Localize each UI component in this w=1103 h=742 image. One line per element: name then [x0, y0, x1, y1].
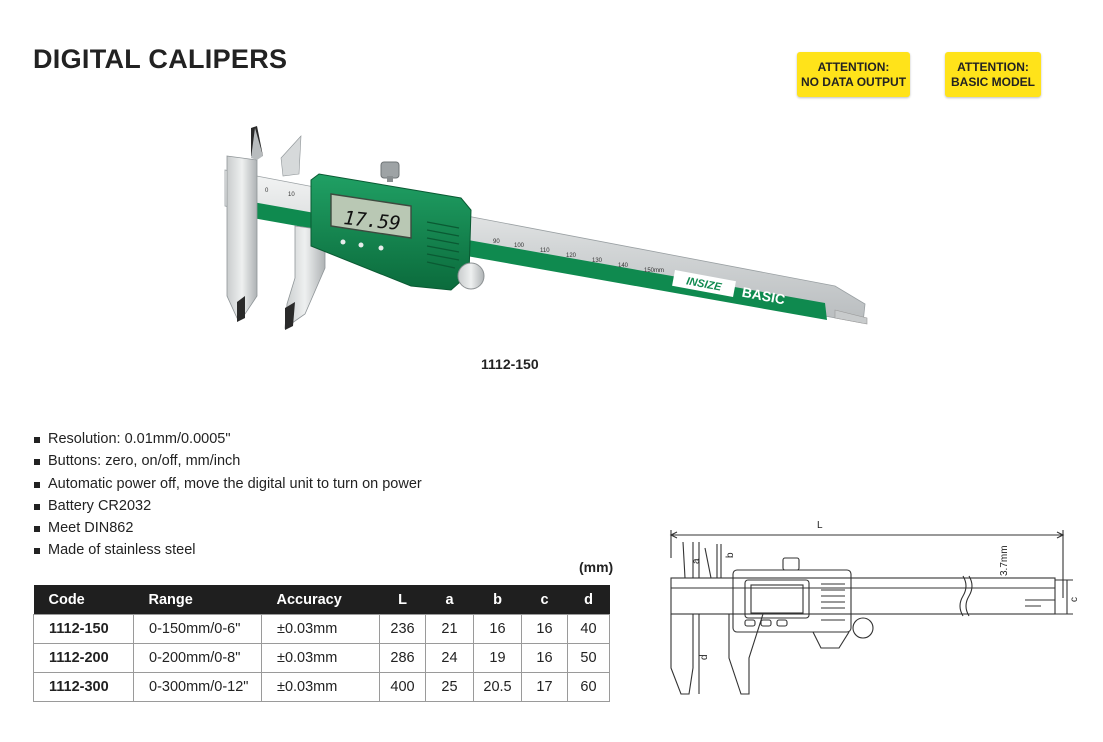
cell-range: 0-200mm/0-8": [134, 644, 262, 673]
column-header: L: [380, 585, 426, 615]
badge-line: BASIC MODEL: [951, 74, 1035, 89]
page-title: DIGITAL CALIPERS: [33, 44, 288, 74]
column-header: b: [474, 585, 522, 615]
cell-d: 60: [568, 673, 610, 702]
thumb-roller: [458, 263, 484, 289]
cell-a: 24: [426, 644, 474, 673]
cell-d: 50: [568, 644, 610, 673]
feature-item: Meet DIN862: [33, 517, 422, 539]
cell-a: 21: [426, 615, 474, 644]
cell-b: 16: [474, 615, 522, 644]
label-b: b: [725, 552, 736, 558]
column-header: Code: [34, 585, 134, 615]
cell-c: 16: [522, 615, 568, 644]
product-caption: 1112-150: [481, 356, 539, 372]
mm-inch-button: [359, 243, 364, 248]
dimension-drawing: [663, 518, 1083, 708]
column-header: Range: [134, 585, 262, 615]
cell-code: 1112-150: [34, 615, 134, 644]
label-d: d: [699, 654, 710, 660]
drawing-lcd: [745, 580, 809, 618]
table-header-row: [34, 585, 610, 615]
table-row: [34, 615, 610, 644]
cell-code: 1112-200: [34, 644, 134, 673]
feature-list: [33, 428, 422, 562]
cell-c: 17: [522, 673, 568, 702]
table-row: [34, 673, 610, 702]
feature-item: Battery CR2032: [33, 495, 422, 517]
label-c: c: [1069, 597, 1080, 602]
cell-L: 236: [380, 615, 426, 644]
column-header: a: [426, 585, 474, 615]
unit-label: (mm): [579, 559, 614, 575]
spec-table: [33, 585, 610, 702]
lcd-reading: 17.59: [342, 207, 402, 235]
scale-number: 100: [514, 243, 525, 249]
basic-label: BASIC: [740, 283, 787, 308]
svg-text:INSIZE: INSIZE: [685, 275, 723, 294]
feature-item: Resolution: 0.01mm/0.0005": [33, 428, 422, 450]
label-L: L: [817, 520, 823, 531]
drawing-beam: [671, 578, 1055, 614]
label-depth: 3.7mm: [999, 545, 1010, 576]
cell-accuracy: ±0.03mm: [262, 615, 380, 644]
badge-line: ATTENTION:: [817, 59, 890, 74]
column-header: Accuracy: [262, 585, 380, 615]
zero-button: [341, 240, 346, 245]
caliper-product-image: [215, 118, 875, 338]
cell-code: 1112-300: [34, 673, 134, 702]
scale-number: 10: [288, 192, 295, 198]
fixed-jaw: [227, 156, 257, 318]
scale-number: 150mm: [644, 268, 665, 274]
cell-L: 400: [380, 673, 426, 702]
cell-range: 0-150mm/0-6": [134, 615, 262, 644]
cell-range: 0-300mm/0-12": [134, 673, 262, 702]
badge-line: ATTENTION:: [957, 59, 1029, 74]
cell-b: 20.5: [474, 673, 522, 702]
label-a: a: [691, 558, 702, 564]
feature-item: Buttons: zero, on/off, mm/inch: [33, 450, 422, 472]
scale-number: 90: [493, 239, 500, 245]
scale-number: 120: [566, 253, 577, 259]
column-header: c: [522, 585, 568, 615]
attention-badge-basic-model: [945, 52, 1041, 97]
cell-b: 19: [474, 644, 522, 673]
attention-badge-no-data-output: [797, 52, 910, 97]
cell-accuracy: ±0.03mm: [262, 644, 380, 673]
scale-number: 0: [265, 188, 269, 194]
cell-accuracy: ±0.03mm: [262, 673, 380, 702]
badge-line: NO DATA OUTPUT: [800, 74, 907, 89]
table-row: [34, 644, 610, 673]
cell-c: 16: [522, 644, 568, 673]
feature-item: Made of stainless steel: [33, 539, 422, 561]
scale-number: 110: [540, 248, 550, 254]
cell-d: 40: [568, 615, 610, 644]
cell-a: 25: [426, 673, 474, 702]
cell-L: 286: [380, 644, 426, 673]
scale-number: 140: [618, 263, 629, 269]
feature-item: Automatic power off, move the digital unit to turn on power: [33, 473, 422, 495]
scale-number: 130: [592, 258, 603, 264]
on-off-button: [379, 246, 384, 251]
drawing-fixed-jaw: [671, 614, 693, 694]
column-header: d: [568, 585, 610, 615]
